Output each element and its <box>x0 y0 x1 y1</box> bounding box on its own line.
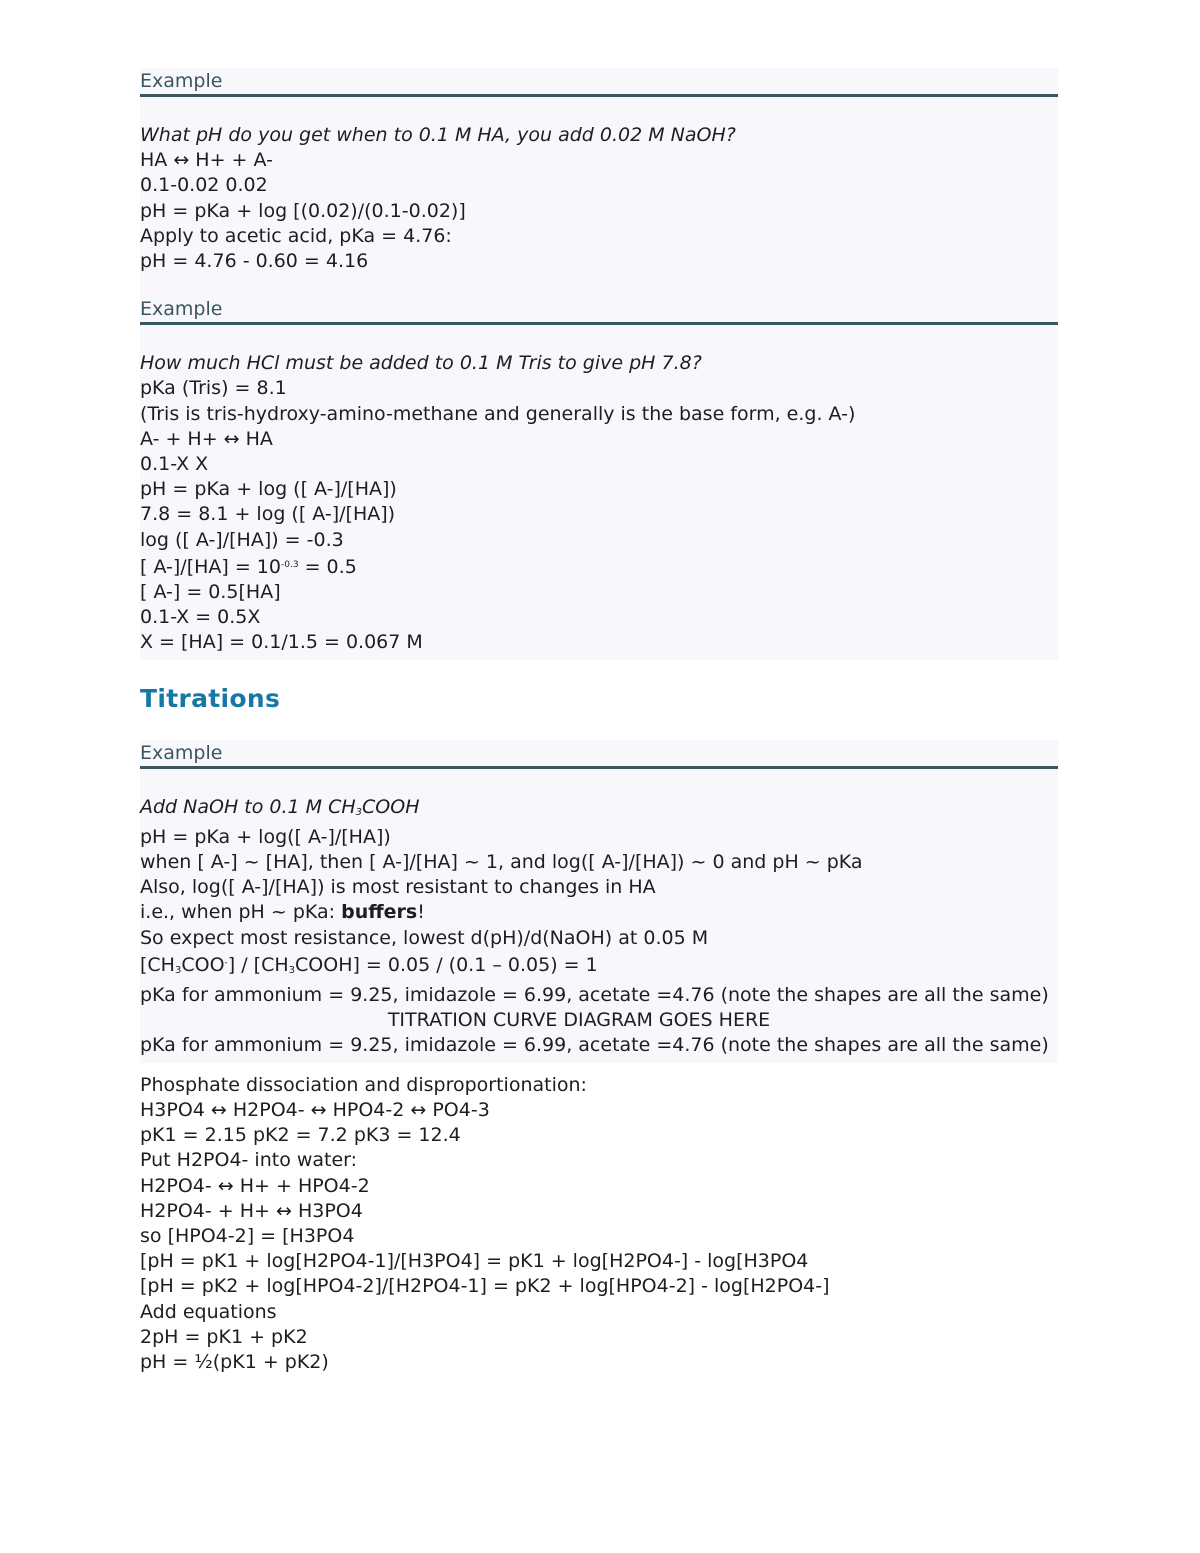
phosphate-line: so [HPO4-2] = [H3PO4 <box>140 1224 355 1247</box>
example-question: How much HCl must be added to 0.1 M Tris to give pH 7.8? <box>140 352 702 375</box>
equation-line <box>140 951 1058 983</box>
phosphate-line: 2pH = pK1 + pK2 <box>140 1325 308 1348</box>
equation-line <box>140 900 1058 925</box>
phosphate-line: pH = ½(pK1 + pK2) <box>140 1350 329 1373</box>
example-title: Example <box>140 298 223 321</box>
example-box-1 <box>140 68 1058 660</box>
equation-line: A- + H+ ↔ HA <box>140 427 273 450</box>
subscript: 3 <box>288 964 296 976</box>
equation-line <box>140 553 1058 580</box>
question-prefix: Add NaOH to 0.1 M CH <box>140 795 356 818</box>
phosphate-line: H3PO4 ↔ H2PO4- ↔ HPO4-2 ↔ PO4-3 <box>140 1098 490 1121</box>
equation-line: So expect most resistance, lowest d(pH)/d(NaOH) at 0.05 M <box>140 926 709 949</box>
subscript: 3 <box>355 806 363 818</box>
phosphate-section <box>140 1073 1058 1375</box>
equation-line: Apply to acetic acid, pKa = 4.76: <box>140 224 452 247</box>
spacer <box>140 274 1058 296</box>
text-part: COO <box>181 953 225 976</box>
equation-line: 7.8 = 8.1 + log ([ A-]/[HA]) <box>140 503 396 526</box>
equation-line: pKa (Tris) = 8.1 <box>140 377 287 400</box>
equation-line: [ A-] = 0.5[HA] <box>140 581 281 604</box>
equation-line: pH = pKa + log ([ A-]/[HA]) <box>140 478 397 501</box>
equation-line: when [ A-] ~ [HA], then [ A-]/[HA] ~ 1, and log([ A-]/[HA]) ~ 0 and pH ~ pKa <box>140 851 863 874</box>
title-rule <box>140 94 1058 97</box>
title-rule <box>140 322 1058 325</box>
equation-line: pH = pKa + log [(0.02)/(0.1-0.02)] <box>140 199 466 222</box>
text-part: [CH <box>140 953 175 976</box>
text-suffix: ! <box>417 901 425 924</box>
document-page <box>140 68 1058 1375</box>
equation-line: 0.1-X = 0.5X <box>140 606 261 629</box>
text-part: ] / [CH <box>227 953 289 976</box>
equation-line: 0.1-X X <box>140 453 209 476</box>
equation-line: pH = 4.76 - 0.60 = 4.16 <box>140 250 369 273</box>
equation-line: pKa for ammonium = 9.25, imidazole = 6.99, acetate =4.76 (note the shapes are all the same) <box>140 1034 1049 1057</box>
subscript: 3 <box>174 964 182 976</box>
example-question <box>140 795 1058 825</box>
example-question: What pH do you get when to 0.1 M HA, you add 0.02 M NaOH? <box>140 124 736 146</box>
power-exponent: -0.3 <box>281 559 299 570</box>
equation-line: log ([ A-]/[HA]) = -0.3 <box>140 528 344 551</box>
title-rule <box>140 766 1058 769</box>
superscript: - <box>224 957 228 968</box>
power-prefix: [ A-]/[HA] = 10 <box>140 555 281 578</box>
example-title: Example <box>140 70 223 92</box>
equation-line: HA ↔ H+ + A- <box>140 149 273 172</box>
phosphate-line: [pH = pK2 + log[HPO4-2]/[H2PO4-1] = pK2 + log[HPO4-2] - log[H2PO4-] <box>140 1275 830 1298</box>
equation-line: (Tris is tris-hydroxy-amino-methane and generally is the base form, e.g. A-) <box>140 402 856 425</box>
equation-line: pH = pKa + log([ A-]/[HA]) <box>140 825 391 848</box>
equation-line: pKa for ammonium = 9.25, imidazole = 6.99, acetate =4.76 (note the shapes are all the same) <box>140 984 1049 1007</box>
phosphate-line: Put H2PO4- into water: <box>140 1149 358 1172</box>
phosphate-line: Add equations <box>140 1300 277 1323</box>
equation-line: 0.1-0.02 0.02 <box>140 174 268 197</box>
example-title: Example <box>140 741 223 764</box>
phosphate-line: H2PO4- + H+ ↔ H3PO4 <box>140 1199 363 1222</box>
power-suffix: = 0.5 <box>298 555 357 578</box>
phosphate-line: Phosphate dissociation and disproportionation: <box>140 1073 587 1096</box>
text-prefix: i.e., when pH ~ pKa: <box>140 901 342 924</box>
text-part: COOH] = 0.05 / (0.1 – 0.05) = 1 <box>295 953 598 976</box>
phosphate-line: [pH = pK1 + log[H2PO4-1]/[H3PO4] = pK1 + log[H2PO4-] - log[H3PO4 <box>140 1250 809 1273</box>
phosphate-line: pK1 = 2.15 pK2 = 7.2 pK3 = 12.4 <box>140 1124 461 1147</box>
diagram-placeholder: TITRATION CURVE DIAGRAM GOES HERE <box>387 1009 771 1032</box>
equation-line: X = [HA] = 0.1/1.5 = 0.067 M <box>140 631 423 654</box>
section-heading-titrations: Titrations <box>140 683 281 713</box>
phosphate-line: H2PO4- ↔ H+ + HPO4-2 <box>140 1174 370 1197</box>
equation-line: Also, log([ A-]/[HA]) is most resistant to changes in HA <box>140 876 656 899</box>
example-box-3 <box>140 740 1058 1063</box>
bold-term: buffers <box>341 901 418 924</box>
question-suffix: COOH <box>362 795 420 818</box>
